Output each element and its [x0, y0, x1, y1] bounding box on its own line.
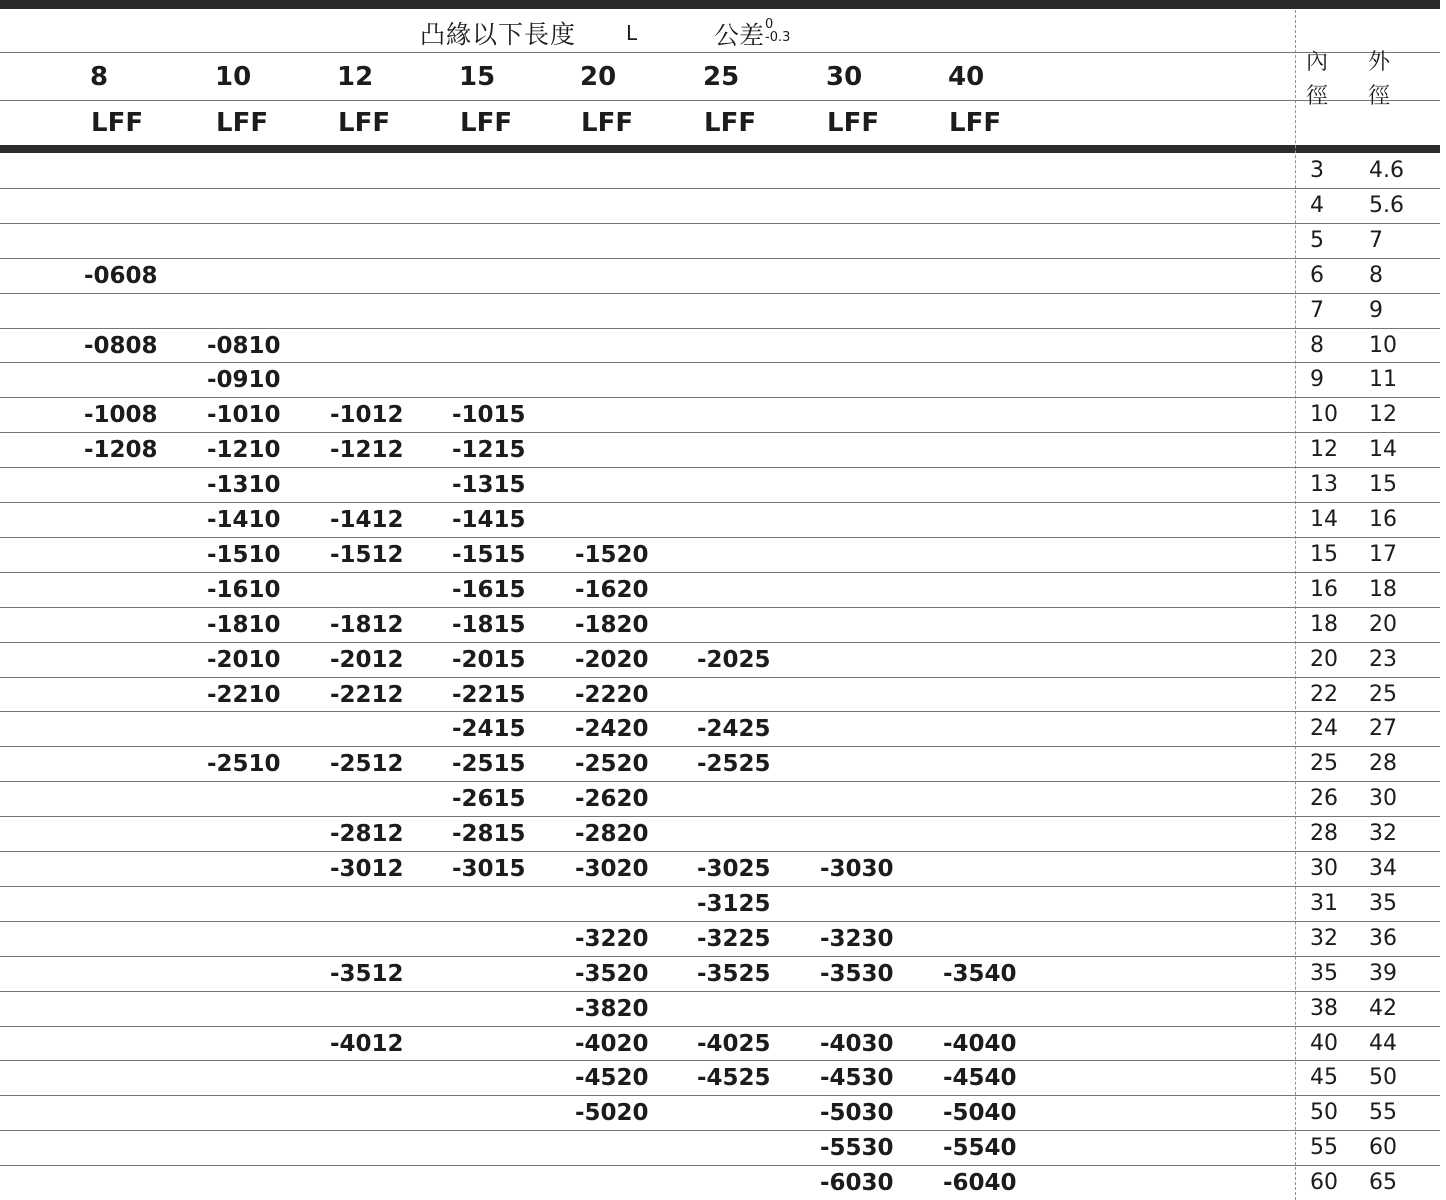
part-code: -3512: [330, 961, 404, 987]
outer-diameter-value: 50: [1369, 1065, 1397, 1090]
part-code: -3030: [820, 856, 894, 882]
part-code: -5020: [575, 1100, 649, 1126]
inner-diameter-value: 18: [1310, 612, 1338, 637]
inner-diameter-value: 55: [1310, 1135, 1338, 1160]
outer-diameter-header: [1364, 46, 1394, 114]
length-header: 8: [90, 62, 109, 92]
outer-diameter-value: 14: [1369, 437, 1397, 462]
inner-diameter-value: 7: [1310, 298, 1324, 323]
part-code: -0808: [84, 333, 158, 359]
inner-diameter-value: 15: [1310, 542, 1338, 567]
inner-diameter-value: 13: [1310, 472, 1338, 497]
part-code: -1512: [330, 542, 404, 568]
part-code: -0608: [84, 263, 158, 289]
outer-diameter-value: 36: [1369, 926, 1397, 951]
part-code: -3530: [820, 961, 894, 987]
part-code: -4025: [697, 1031, 771, 1057]
row-rule: [0, 188, 1440, 189]
row-rule: [0, 677, 1440, 678]
part-code: -2025: [697, 647, 771, 673]
part-code: -3525: [697, 961, 771, 987]
row-rule: [0, 223, 1440, 224]
part-code: -2525: [697, 751, 771, 777]
row-rule: [0, 432, 1440, 433]
part-code: -3020: [575, 856, 649, 882]
inner-diameter-value: 22: [1310, 682, 1338, 707]
inner-diameter-value: 8: [1310, 333, 1324, 358]
series-header: LFF: [460, 108, 513, 138]
inner-diameter-value: 10: [1310, 402, 1338, 427]
inner-diameter-value: 16: [1310, 577, 1338, 602]
part-code: -3540: [943, 961, 1017, 987]
part-code: -2212: [330, 682, 404, 708]
part-code: -3225: [697, 926, 771, 952]
row-rule: [0, 816, 1440, 817]
part-code: -5530: [820, 1135, 894, 1161]
outer-diameter-value: 18: [1369, 577, 1397, 602]
outer-diameter-value: 12: [1369, 402, 1397, 427]
tolerance-values: [765, 18, 790, 44]
inner-diameter-value: 12: [1310, 437, 1338, 462]
row-rule: [0, 956, 1440, 957]
part-code: -1820: [575, 612, 649, 638]
part-code: -1615: [452, 577, 526, 603]
row-rule: [0, 328, 1440, 329]
series-header: LFF: [581, 108, 634, 138]
part-code: -2620: [575, 786, 649, 812]
part-code: -3012: [330, 856, 404, 882]
part-code: -2615: [452, 786, 526, 812]
part-code: -2020: [575, 647, 649, 673]
part-code: -1815: [452, 612, 526, 638]
row-rule: [0, 397, 1440, 398]
outer-diameter-value: 55: [1369, 1100, 1397, 1125]
series-header: LFF: [704, 108, 757, 138]
inner-diameter-value: 38: [1310, 996, 1338, 1021]
part-code: -5040: [943, 1100, 1017, 1126]
row-rule: [0, 1095, 1440, 1096]
inner-diameter-value: 45: [1310, 1065, 1338, 1090]
length-header: 30: [826, 62, 863, 92]
part-code: -2515: [452, 751, 526, 777]
part-code: -1012: [330, 402, 404, 428]
outer-diameter-value: 35: [1369, 891, 1397, 916]
tolerance-lower: -0.3: [765, 30, 791, 45]
part-code: -1415: [452, 507, 526, 533]
inner-diameter-value: 3: [1310, 158, 1324, 183]
outer-diameter-value: 44: [1369, 1031, 1397, 1056]
inner-diameter-value: 6: [1310, 263, 1324, 288]
part-code: -2210: [207, 682, 281, 708]
series-header: LFF: [338, 108, 391, 138]
inner-diameter-value: 9: [1310, 367, 1324, 392]
part-code: -1215: [452, 437, 526, 463]
series-header: LFF: [216, 108, 269, 138]
outer-diameter-value: 32: [1369, 821, 1397, 846]
part-code: -0810: [207, 333, 281, 359]
row-rule: [0, 711, 1440, 712]
inner-label-2: 徑: [1305, 84, 1328, 109]
part-code: -1008: [84, 402, 158, 428]
part-code: -2520: [575, 751, 649, 777]
outer-diameter-value: 4.6: [1369, 158, 1404, 183]
inner-diameter-value: 4: [1310, 193, 1324, 218]
row-rule: [0, 1165, 1440, 1166]
outer-diameter-value: 65: [1369, 1170, 1397, 1195]
inner-diameter-value: 40: [1310, 1031, 1338, 1056]
row-rule: [0, 1130, 1440, 1131]
inner-diameter-value: 31: [1310, 891, 1338, 916]
outer-diameter-value: 15: [1369, 472, 1397, 497]
part-code: -2215: [452, 682, 526, 708]
row-rule: [0, 642, 1440, 643]
length-header: 25: [703, 62, 740, 92]
inner-diameter-value: 28: [1310, 821, 1338, 846]
header-rule: [0, 100, 1440, 101]
part-code: -1208: [84, 437, 158, 463]
part-code: -2420: [575, 716, 649, 742]
header-bottom-rule: [0, 145, 1440, 153]
part-code: -1015: [452, 402, 526, 428]
series-header: LFF: [91, 108, 144, 138]
table-title: 凸緣以下長度: [420, 20, 577, 49]
part-code: -4525: [697, 1065, 771, 1091]
outer-diameter-value: 10: [1369, 333, 1397, 358]
length-header: 40: [948, 62, 985, 92]
outer-diameter-value: 17: [1369, 542, 1397, 567]
part-code: -4520: [575, 1065, 649, 1091]
part-code: -3015: [452, 856, 526, 882]
part-code: -1412: [330, 507, 404, 533]
row-rule: [0, 991, 1440, 992]
part-code: -3820: [575, 996, 649, 1022]
outer-diameter-value: 30: [1369, 786, 1397, 811]
part-code: -1212: [330, 437, 404, 463]
part-code: -2415: [452, 716, 526, 742]
row-rule: [0, 781, 1440, 782]
top-rule: [0, 0, 1440, 9]
part-code: -3520: [575, 961, 649, 987]
row-rule: [0, 467, 1440, 468]
outer-diameter-value: 7: [1369, 228, 1383, 253]
length-header: 20: [580, 62, 617, 92]
length-header: 12: [337, 62, 374, 92]
row-rule: [0, 572, 1440, 573]
row-rule: [0, 1026, 1440, 1027]
part-code: -1010: [207, 402, 281, 428]
title-symbol: L: [626, 21, 638, 45]
outer-diameter-value: 5.6: [1369, 193, 1404, 218]
inner-diameter-value: 26: [1310, 786, 1338, 811]
tolerance-label: 公差: [714, 21, 765, 50]
inner-diameter-header: [1302, 46, 1332, 114]
inner-label-1: 內: [1305, 50, 1328, 75]
outer-diameter-value: 23: [1369, 647, 1397, 672]
part-code: -6030: [820, 1170, 894, 1196]
inner-diameter-value: 24: [1310, 716, 1338, 741]
inner-diameter-value: 35: [1310, 961, 1338, 986]
part-code: -5540: [943, 1135, 1017, 1161]
part-code: -3025: [697, 856, 771, 882]
row-rule: [0, 746, 1440, 747]
part-code: -6040: [943, 1170, 1017, 1196]
part-code: -2820: [575, 821, 649, 847]
row-rule: [0, 851, 1440, 852]
part-code: -4540: [943, 1065, 1017, 1091]
row-rule: [0, 502, 1440, 503]
part-code: -1812: [330, 612, 404, 638]
inner-diameter-value: 30: [1310, 856, 1338, 881]
length-header: 15: [459, 62, 496, 92]
outer-diameter-value: 25: [1369, 682, 1397, 707]
part-code: -1520: [575, 542, 649, 568]
part-code: -5030: [820, 1100, 894, 1126]
part-code: -4040: [943, 1031, 1017, 1057]
part-code: -1610: [207, 577, 281, 603]
part-code: -2012: [330, 647, 404, 673]
part-code: -1810: [207, 612, 281, 638]
outer-diameter-value: 9: [1369, 298, 1383, 323]
part-code: -4020: [575, 1031, 649, 1057]
inner-diameter-value: 60: [1310, 1170, 1338, 1195]
part-code: -1210: [207, 437, 281, 463]
outer-diameter-value: 42: [1369, 996, 1397, 1021]
part-code: -1510: [207, 542, 281, 568]
row-rule: [0, 362, 1440, 363]
outer-diameter-value: 8: [1369, 263, 1383, 288]
row-rule: [0, 537, 1440, 538]
part-code: -2010: [207, 647, 281, 673]
part-code: -4012: [330, 1031, 404, 1057]
outer-label-1: 外: [1367, 50, 1390, 75]
part-code: -3220: [575, 926, 649, 952]
row-rule: [0, 1060, 1440, 1061]
part-code: -1310: [207, 472, 281, 498]
part-code: -3125: [697, 891, 771, 917]
outer-diameter-value: 28: [1369, 751, 1397, 776]
part-code: -2510: [207, 751, 281, 777]
part-code: -1315: [452, 472, 526, 498]
header-rule: [0, 52, 1440, 53]
outer-diameter-value: 39: [1369, 961, 1397, 986]
part-code: -2812: [330, 821, 404, 847]
part-code: -2425: [697, 716, 771, 742]
tolerance-upper: 0: [765, 17, 774, 32]
part-code: -2815: [452, 821, 526, 847]
part-code: -3230: [820, 926, 894, 952]
outer-diameter-value: 16: [1369, 507, 1397, 532]
series-header: LFF: [949, 108, 1002, 138]
part-code: -1515: [452, 542, 526, 568]
outer-diameter-value: 27: [1369, 716, 1397, 741]
part-code: -2512: [330, 751, 404, 777]
part-code: -4530: [820, 1065, 894, 1091]
inner-diameter-value: 14: [1310, 507, 1338, 532]
row-rule: [0, 293, 1440, 294]
part-code: -1410: [207, 507, 281, 533]
row-rule: [0, 258, 1440, 259]
inner-diameter-value: 5: [1310, 228, 1324, 253]
outer-diameter-value: 11: [1369, 367, 1397, 392]
row-rule: [0, 886, 1440, 887]
inner-diameter-value: 20: [1310, 647, 1338, 672]
outer-diameter-value: 34: [1369, 856, 1397, 881]
inner-diameter-value: 32: [1310, 926, 1338, 951]
row-rule: [0, 607, 1440, 608]
length-header: 10: [215, 62, 252, 92]
part-code: -4030: [820, 1031, 894, 1057]
inner-diameter-value: 25: [1310, 751, 1338, 776]
outer-diameter-value: 20: [1369, 612, 1397, 637]
outer-diameter-value: 60: [1369, 1135, 1397, 1160]
inner-diameter-value: 50: [1310, 1100, 1338, 1125]
part-code: -1620: [575, 577, 649, 603]
part-code: -2220: [575, 682, 649, 708]
part-code: -2015: [452, 647, 526, 673]
part-code: -0910: [207, 367, 281, 393]
series-header: LFF: [827, 108, 880, 138]
outer-label-2: 徑: [1367, 84, 1390, 109]
row-rule: [0, 921, 1440, 922]
